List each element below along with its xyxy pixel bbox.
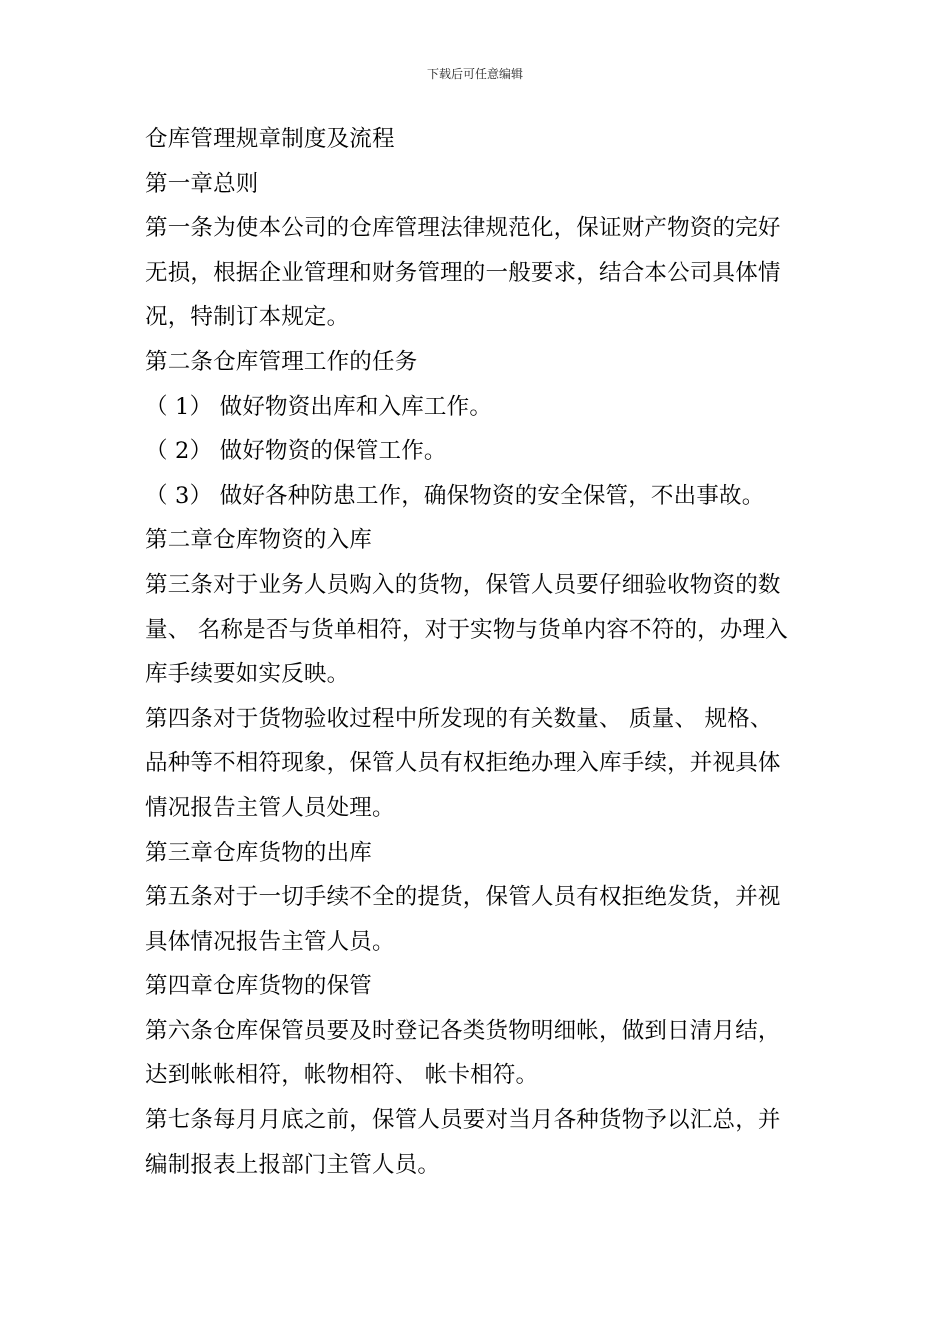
paragraph-line: 情况报告主管人员处理。 (145, 794, 395, 821)
paragraph-line: 品种等不相符现象，保管人员有权拒绝办理入库手续，并视具体 (145, 750, 781, 777)
list-item: （ 1） 做好物资出库和入库工作。 (145, 393, 493, 420)
chapter-heading: 第二章仓库物资的入库 (145, 527, 373, 554)
chapter-heading: 第三章仓库货物的出库 (145, 839, 373, 866)
document-body (145, 117, 810, 1187)
paragraph-line: 第七条每月月底之前，保管人员要对当月各种货物予以汇总，并 (145, 1107, 781, 1134)
chapter-heading: 第一章总则 (145, 170, 259, 197)
paragraph-line: 况，特制订本规定。 (145, 304, 350, 331)
paragraph-line: 库手续要如实反映。 (145, 661, 350, 688)
paragraph-line: 具体情况报告主管人员。 (145, 928, 395, 955)
list-item: （ 3） 做好各种防患工作，确保物资的安全保管，不出事故。 (145, 482, 765, 509)
document-title: 仓库管理规章制度及流程 (145, 126, 395, 152)
paragraph-line: 无损，根据企业管理和财务管理的一般要求，结合本公司具体情 (145, 259, 781, 286)
paragraph-line: 达到帐帐相符，帐物相符、 帐卡相符。 (145, 1062, 539, 1089)
chapter-heading: 第四章仓库货物的保管 (145, 973, 373, 1000)
header-note: 下载后可任意编辑 (426, 67, 523, 81)
paragraph-line: 第一条为使本公司的仓库管理法律规范化，保证财产物资的完好 (145, 215, 781, 242)
paragraph-line: 第三条对于业务人员购入的货物，保管人员要仔细验收物资的数 (145, 571, 781, 598)
paragraph-line: 第五条对于一切手续不全的提货，保管人员有权拒绝发货，并视 (145, 884, 781, 911)
article-heading: 第二条仓库管理工作的任务 (145, 348, 418, 375)
paragraph-line: 编制报表上报部门主管人员。 (145, 1151, 441, 1178)
list-item: （ 2） 做好物资的保管工作。 (145, 438, 447, 465)
paragraph-line: 第六条仓库保管员要及时登记各类货物明细帐，做到日清月结， (145, 1017, 781, 1044)
paragraph-line: 第四条对于货物验收过程中所发现的有关数量、 质量、 规格、 (145, 705, 773, 732)
paragraph-line: 量、 名称是否与货单相符，对于实物与货单内容不符的，办理入 (145, 616, 788, 643)
